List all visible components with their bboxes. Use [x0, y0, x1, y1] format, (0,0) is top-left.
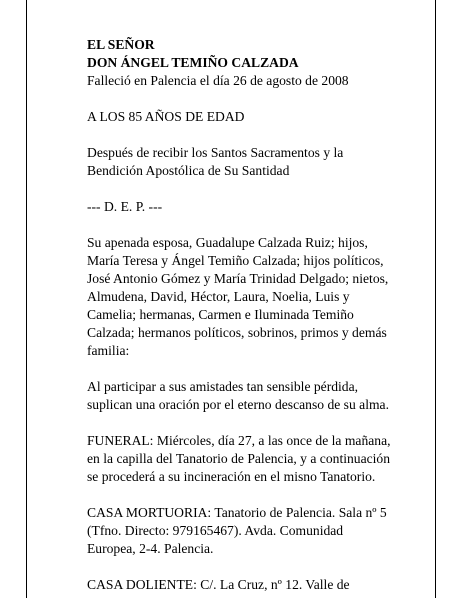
mortuary-line: (Tfno. Directo: 979165467). Avda. Comunidad [87, 523, 344, 538]
family-line: Camelia; hermanas, Carmen e Iluminada Temiño [87, 307, 354, 322]
funeral-line: en la capilla del Tanatorio de Palencia, y a continuación [87, 451, 391, 466]
obituary-content [87, 36, 427, 594]
mortuary-line: Europea, 2-4. Palencia. [87, 541, 214, 556]
request-line: Al participar a sus amistades tan sensible pérdida, [87, 379, 359, 394]
funeral-line: se procederá a su incineración en el misno Tanatorio. [87, 469, 376, 484]
family-line: Almudena, David, Héctor, Laura, Noelia, Luis y [87, 289, 350, 304]
death-info: Falleció en Palencia el día 26 de agosto de 2008 [87, 73, 349, 88]
grieving-house-line: CASA DOLIENTE: C/. La Cruz, nº 12. Valle de [87, 577, 350, 592]
request-line: suplican una oración por el eterno descanso de su alma. [87, 397, 389, 412]
age-line: A LOS 85 AÑOS DE EDAD [87, 109, 245, 124]
mortuary-line: CASA MORTUORIA: Tanatorio de Palencia. Sala nº 5 [87, 505, 387, 520]
family-line: José Antonio Gómez y María Trinidad Delgado; nietos, [87, 271, 389, 286]
sacraments-line: Después de recibir los Santos Sacramentos y la [87, 145, 344, 160]
title-line-1: EL SEÑOR [87, 37, 155, 52]
family-line: Calzada; hermanos políticos, sobrinos, primos y demás [87, 325, 387, 340]
deceased-name: DON ÁNGEL TEMIÑO CALZADA [87, 55, 299, 70]
family-line: María Teresa y Ángel Temiño Calzada; hijos políticos, [87, 253, 384, 268]
sacraments-line: Bendición Apostólica de Su Santidad [87, 163, 290, 178]
funeral-line: FUNERAL: Miércoles, día 27, a las once de la mañana, [87, 433, 391, 448]
family-line: Su apenada esposa, Guadalupe Calzada Ruiz; hijos, [87, 235, 368, 250]
family-line: familia: [87, 343, 130, 358]
dep-line: --- D. E. P. --- [87, 199, 163, 214]
